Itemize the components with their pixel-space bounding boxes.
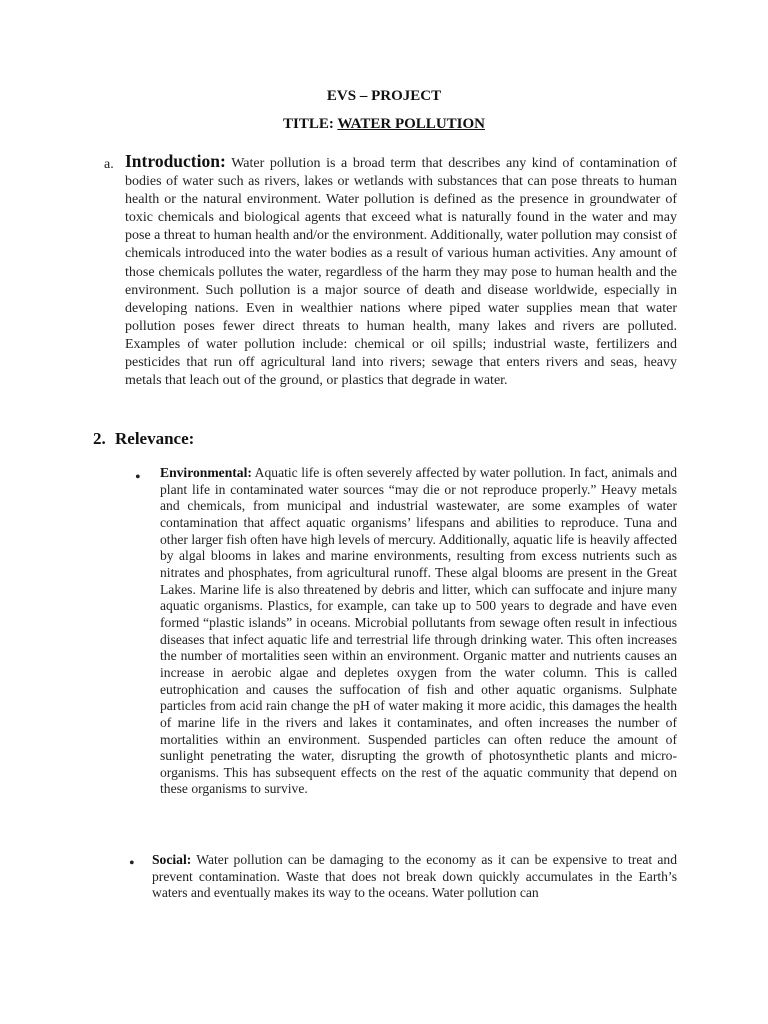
relevance-heading-text: Relevance: (115, 429, 195, 448)
relevance-heading (93, 429, 194, 449)
environmental-label: Environmental: (160, 465, 252, 480)
introduction-heading: Introduction: (125, 151, 226, 171)
document-heading: EVS – PROJECT (326, 88, 442, 104)
social-label: Social: (152, 852, 192, 867)
environmental-text: Aquatic life is often severely affected by water pollution. In fact, animals and plant life in contaminated water sources “may die or not reproduce properly.” Heavy metals and chemicals, from municipal and industrial wastewater, are some examples of water contamination that affect aquatic organisms’ lifespans and abilities to reproduce. Tuna and other larger fish often have high levels of mercury. Additionally, aquatic life is heavily affected by algal blooms in lakes and marine environments, resulting from excess nutrients such as nitrates and phosphates, from agricultural runoff. These algal blooms are present in the Great Lakes. Marine life is also threatened by debris and litter, which can suffocate and injure many aquatic organisms. Plastics, for example, can take up to 500 years to degrade and have even formed “plastic islands” in oceans. Microbial pollutants from sewage often result in infectious diseases that infect aquatic life and terrestrial life through drinking water. This often increases the number of mortalities seen within an environment. Organic matter and nutrients causes an increase in aerobic algae and depletes oxygen from the water column. This is called eutrophication and causes the suffocation of fish and other aquatic organisms. Sulphate particles from acid rain change the pH of water making it more acidic, this damages the health of marine life in the rivers and lakes it contaminates, and often increases the number of mortalities within an environment. Suspended particles can often reduce the amount of sunlight penetrating the water, disrupting the growth of photosynthetic plants and micro-organisms. This has subsequent effects on the rest of the aquatic community that depend on these organisms to survive. (160, 465, 677, 797)
document-title (0, 116, 768, 133)
social-paragraph (152, 852, 677, 902)
introduction-text: Water pollution is a broad term that describes any kind of contamination of bodies of water such as rivers, lakes or wetlands with substances that can pose threats to human health or the natural environment. Water pollution is defined as the presence in groundwater of toxic chemicals and biological agents that exceed what is naturally found in the water and may pose a threat to human health and/or the environment. Additionally, water pollution may consist of chemicals introduced into the water bodies as a result of various human activities. Any amount of those chemicals pollutes the water, regardless of the harm they may pose to human health and the environment. Such pollution is a major source of death and disease worldwide, especially in developing nations. Even in wealthier nations where piped water supplies mean that water pollution poses fewer direct threats to human health, many lakes and rivers are polluted. Examples of water pollution include: chemical or oil spills; industrial waste, fertilizers and pesticides that run off agricultural land into rivers; sewage that enters rivers and seas, heavy metals that leach out of the ground, or plastics that degrade in water. (125, 156, 677, 389)
bullet-icon: • (135, 469, 141, 486)
title-main: WATER POLLUTION (337, 116, 485, 132)
bullet-icon: • (129, 855, 135, 872)
title-prefix: TITLE: (282, 116, 338, 132)
environmental-paragraph (160, 465, 677, 798)
intro-list-marker: a. (104, 157, 114, 172)
relevance-number: 2. (93, 429, 106, 448)
social-text: Water pollution can be damaging to the economy as it can be expensive to treat and prevent contamination. Waste that does not break down quickly accumulates in the Earth’s waters and eventually makes its way to the oceans. Water pollution can (152, 852, 677, 901)
introduction-paragraph (125, 152, 677, 390)
